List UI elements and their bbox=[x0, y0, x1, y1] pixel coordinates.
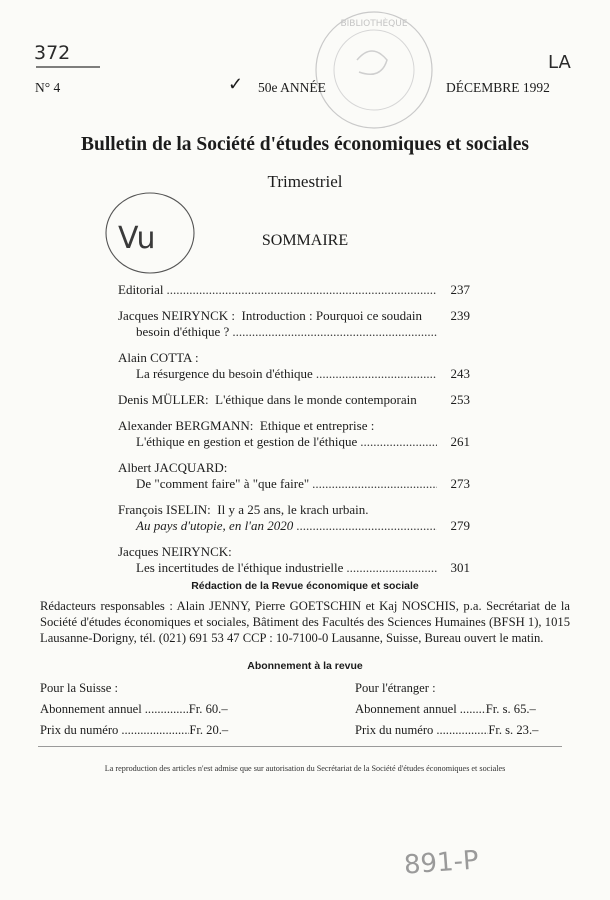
issue-date: DÉCEMBRE 1992 bbox=[446, 80, 550, 95]
abonnement-annuel-price: Fr. 60.– bbox=[188, 702, 228, 716]
toc-title: La résurgence du besoin d'éthique bbox=[136, 366, 313, 381]
issue-number: N° 4 bbox=[35, 80, 61, 95]
toc-page: 253 bbox=[450, 392, 470, 407]
toc-leader bbox=[232, 324, 437, 340]
abonnement-etranger-label: Pour l'étranger : bbox=[355, 681, 436, 695]
toc-title-continued: Au pays d'utopie, en l'an 2020 bbox=[136, 518, 294, 533]
toc-leader bbox=[296, 518, 437, 534]
toc-title: De "comment faire" à "que faire" bbox=[136, 476, 310, 491]
toc-title-continued: L'éthique en gestion et gestion de l'éthique bbox=[136, 434, 358, 449]
toc-author: Alain COTTA : bbox=[118, 350, 199, 365]
prix-numero-label: Prix du numéro bbox=[40, 723, 119, 737]
toc-page: 301 bbox=[450, 560, 470, 575]
toc-entry-neirynck-incertitudes[interactable] bbox=[118, 544, 470, 576]
redaction-text: Rédacteurs responsables : Alain JENNY, Pierre GOETSCHIN et Kaj NOSCHIS, p.a. Secrétariat de la Société d'études économiques et sociales, Bâtiment des Facultés des Sciences Humaines (BFSH 1), 1015 Lausanne-Dorigny, tél. (021) 691 53 47 CCP : 10-7100-0 Lausanne, Suisse, Bureau ouvert le matin. bbox=[40, 599, 570, 645]
toc-entry-muller[interactable] bbox=[118, 392, 470, 408]
reproduction-notice: La reproduction des articles n'est admise que sur autorisation du Secrétariat de la Société d'études économiques et sociales bbox=[104, 764, 506, 773]
toc-author: François ISELIN: bbox=[118, 502, 211, 517]
toc-author: Denis MÜLLER: bbox=[118, 392, 209, 407]
toc-leader bbox=[360, 434, 437, 450]
handwritten-number: 372 bbox=[34, 42, 71, 64]
toc-entry-neirynck-introduction[interactable] bbox=[118, 308, 470, 340]
handwritten-bottom-number: 891-P bbox=[403, 845, 480, 881]
toc-leader bbox=[312, 476, 437, 492]
prix-numero-price: Fr. 20.– bbox=[189, 723, 229, 737]
toc-leader bbox=[167, 282, 438, 298]
abonnement-annuel-price: Fr. s. 65.– bbox=[485, 702, 536, 716]
abonnement-etranger bbox=[355, 678, 565, 741]
stamp-text: BIBLIOTHÈQUE bbox=[340, 19, 408, 29]
abonnement-heading: Abonnement à la revue bbox=[247, 660, 363, 672]
bulletin-subtitle: Trimestriel bbox=[267, 172, 343, 191]
footer-divider bbox=[38, 746, 562, 747]
prix-numero-label: Prix du numéro bbox=[355, 723, 434, 737]
toc-entry-jacquard[interactable] bbox=[118, 460, 470, 492]
toc-page: 237 bbox=[450, 282, 470, 297]
toc-page: 261 bbox=[450, 434, 470, 449]
abonnement-annuel-label: Abonnement annuel bbox=[355, 702, 457, 716]
bulletin-title: Bulletin de la Société d'études économiques et sociales bbox=[81, 134, 529, 155]
abonnement-suisse bbox=[40, 678, 250, 741]
year-label: 50e ANNÉE bbox=[258, 80, 326, 95]
toc-author: Jacques NEIRYNCK : bbox=[118, 308, 235, 323]
table-of-contents bbox=[118, 282, 470, 586]
toc-page: 239 bbox=[450, 308, 470, 323]
toc-leader bbox=[316, 366, 437, 382]
abonnement-annuel-label: Abonnement annuel bbox=[40, 702, 142, 716]
check-mark-icon: ✓ bbox=[228, 74, 244, 94]
toc-entry-bergmann[interactable] bbox=[118, 418, 470, 450]
handwritten-underline bbox=[34, 64, 104, 70]
library-stamp bbox=[312, 0, 442, 140]
toc-title: Introduction : Pourquoi ce soudain bbox=[241, 308, 423, 323]
toc-page: 279 bbox=[450, 518, 470, 533]
toc-author: Alexander BERGMANN: bbox=[118, 418, 254, 433]
toc-entry-iselin[interactable] bbox=[118, 502, 470, 534]
handwritten-letters: LA bbox=[548, 52, 571, 73]
toc-title: Les incertitudes de l'éthique industrielle bbox=[136, 560, 344, 575]
abonnement-suisse-label: Pour la Suisse : bbox=[40, 681, 119, 695]
toc-page: 243 bbox=[450, 366, 470, 381]
toc-author: Jacques NEIRYNCK: bbox=[118, 544, 232, 559]
toc-entry-editorial[interactable] bbox=[118, 282, 470, 298]
redaction-heading: Rédaction de la Revue économique et sociale bbox=[191, 580, 419, 592]
toc-author: Albert JACQUARD: bbox=[118, 460, 228, 475]
toc-entry-cotta[interactable] bbox=[118, 350, 470, 382]
toc-title: Editorial bbox=[118, 282, 164, 297]
sommaire-heading: SOMMAIRE bbox=[261, 232, 349, 249]
toc-title: Il y a 25 ans, le krach urbain. bbox=[217, 502, 369, 517]
circle-initials-text: Vu bbox=[118, 221, 156, 256]
toc-title-continued: besoin d'éthique ? bbox=[136, 324, 230, 339]
toc-page: 273 bbox=[450, 476, 470, 491]
toc-title: Ethique et entreprise : bbox=[259, 418, 375, 433]
prix-numero-price: Fr. s. 23.– bbox=[488, 723, 539, 737]
toc-title: L'éthique dans le monde contemporain bbox=[215, 392, 417, 407]
toc-leader bbox=[346, 560, 437, 576]
